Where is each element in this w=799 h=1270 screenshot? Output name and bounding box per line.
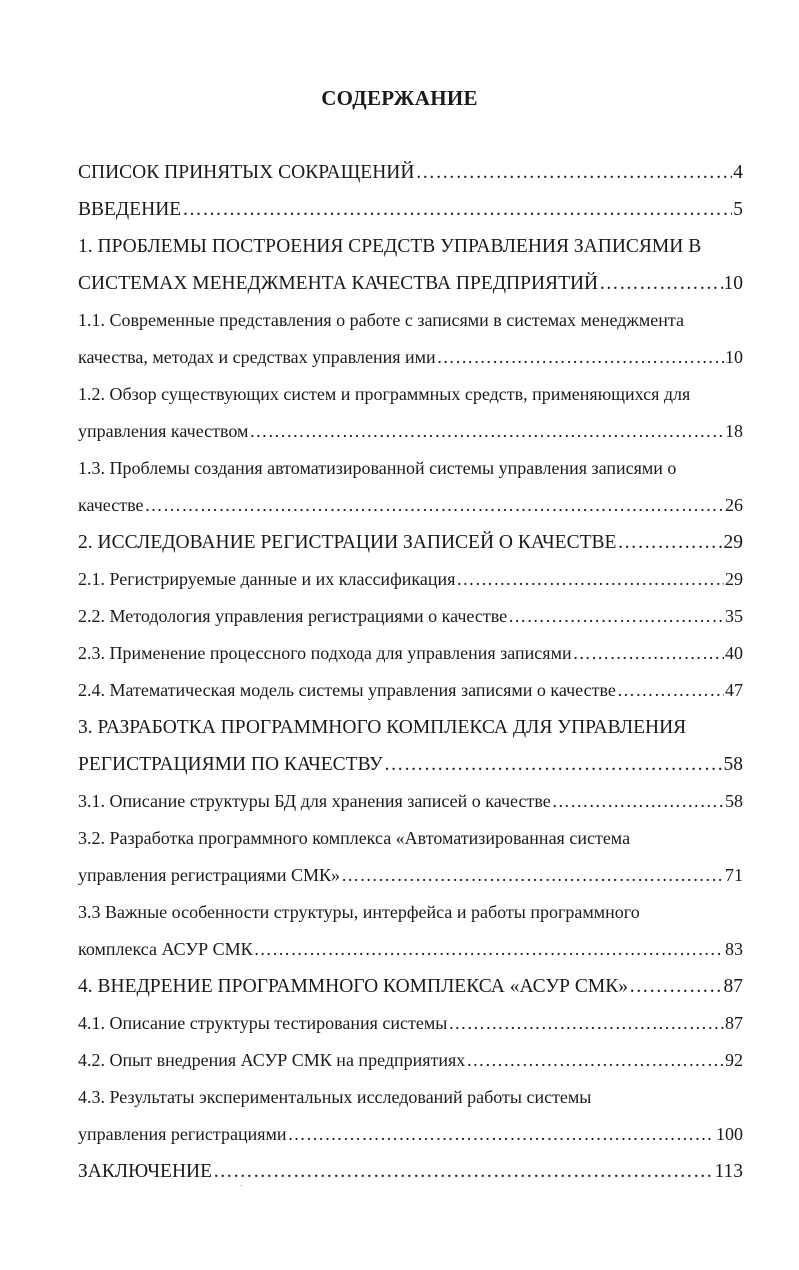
toc-entry-text: ВВЕДЕНИЕ [78, 199, 182, 220]
toc-entry [78, 894, 743, 931]
toc-leader-dots [144, 487, 724, 524]
toc-entry-text: 3.3 Важные особенности структуры, интерфейса и работы программного [78, 902, 640, 922]
toc-leader-dots [254, 931, 724, 968]
toc-page-number: 58 [725, 791, 743, 811]
toc-leader-dots [182, 191, 732, 228]
toc-leader-dots [599, 265, 722, 302]
toc-page-number: 87 [723, 976, 743, 997]
toc-entry-text: комплекса АСУР СМК [78, 939, 253, 959]
toc-entry-text: управления качеством [78, 421, 249, 441]
toc-page-number: 10 [723, 273, 743, 294]
toc-leader-dots [384, 746, 723, 783]
toc-entry [78, 413, 743, 450]
toc-entry-text: 3.2. Разработка программного комплекса «Автоматизированная система [78, 828, 631, 848]
toc-entry-text: 2.1. Регистрируемые данные и их классификация [78, 569, 456, 589]
toc-leader-dots [629, 968, 723, 1005]
toc-leader-dots [249, 413, 724, 450]
toc-page-number: 100 [716, 1124, 743, 1144]
toc-leader-dots [617, 672, 724, 709]
toc-page-number: 4 [733, 162, 743, 183]
toc-leader-dots [448, 1005, 724, 1042]
toc-entry-text: РЕГИСТРАЦИЯМИ ПО КАЧЕСТВУ [78, 754, 383, 775]
toc-entry-text: 1.3. Проблемы создания автоматизированной системы управления записями о [78, 458, 677, 478]
toc-entry [78, 635, 743, 672]
toc-entry-text: СПИСОК ПРИНЯТЫХ СОКРАЩЕНИЙ [78, 162, 415, 183]
toc-leader-dots [573, 635, 724, 672]
toc-leader-dots [437, 339, 724, 376]
toc-page-number: 29 [723, 532, 743, 553]
toc-leader-dots [341, 857, 724, 894]
toc-entry [78, 154, 743, 191]
toc-entry-text: 2.3. Применение процессного подхода для управления записями [78, 643, 572, 663]
toc-page-number: 18 [725, 421, 743, 441]
toc-entry [78, 265, 743, 302]
toc-leader-dots [466, 1042, 724, 1079]
toc-entry [78, 1116, 743, 1153]
toc-leader-dots [415, 154, 732, 191]
toc-entry-text: 2.4. Математическая модель системы управления записями о качестве [78, 680, 616, 700]
toc-entry-text: 1.1. Современные представления о работе с записями в системах менеджмента [78, 310, 684, 330]
toc-entry-text: качестве [78, 495, 144, 515]
toc-entry-text: управления регистрациями СМК» [78, 865, 341, 885]
toc-entry-text: 4. ВНЕДРЕНИЕ ПРОГРАММНОГО КОМПЛЕКСА «АСУР СМК» [78, 976, 628, 997]
scan-speck [240, 1185, 242, 1186]
toc-page-number: 47 [725, 680, 743, 700]
toc-entry-text: 3. РАЗРАБОТКА ПРОГРАММНОГО КОМПЛЕКСА ДЛЯ УПРАВЛЕНИЯ [78, 717, 687, 738]
toc-page-number: 5 [733, 199, 743, 220]
toc-entry [78, 339, 743, 376]
toc-page-number: 35 [725, 606, 743, 626]
toc-entry [78, 450, 743, 487]
toc-entry [78, 820, 743, 857]
toc-page-number: 26 [725, 495, 743, 515]
toc-entry [78, 524, 743, 561]
toc-entry-text: 3.1. Описание структуры БД для хранения записей о качестве [78, 791, 551, 811]
toc-leader-dots [552, 783, 724, 820]
toc-entry [78, 1153, 743, 1190]
toc-page-number: 113 [714, 1161, 743, 1182]
toc-entry [78, 302, 743, 339]
toc-entry-text: 2.2. Методология управления регистрациями о качестве [78, 606, 508, 626]
toc-entry [78, 376, 743, 413]
toc-page-number: 29 [725, 569, 743, 589]
toc-entry-text: 4.2. Опыт внедрения АСУР СМК на предприятиях [78, 1050, 466, 1070]
toc-entry [78, 561, 743, 598]
toc-entry-text: 4.3. Результаты экспериментальных исследований работы системы [78, 1087, 592, 1107]
toc-page-number: 71 [725, 865, 743, 885]
toc-entry [78, 598, 743, 635]
toc-entry-text: 1. ПРОБЛЕМЫ ПОСТРОЕНИЯ СРЕДСТВ УПРАВЛЕНИЯ ЗАПИСЯМИ В [78, 236, 702, 257]
toc-entry [78, 228, 743, 265]
toc-entry [78, 672, 743, 709]
toc-entry [78, 1079, 743, 1116]
toc-entry-text: управления регистрациями [78, 1124, 287, 1144]
toc-entry-text: ЗАКЛЮЧЕНИЕ [78, 1161, 213, 1182]
toc-entry-text: 4.1. Описание структуры тестирования системы [78, 1013, 448, 1033]
toc-entry [78, 709, 743, 746]
toc-entry [78, 191, 743, 228]
toc-entry [78, 931, 743, 968]
table-of-contents [78, 154, 743, 1190]
toc-leader-dots [213, 1153, 713, 1190]
toc-entry-text: СИСТЕМАХ МЕНЕДЖМЕНТА КАЧЕСТВА ПРЕДПРИЯТИЙ [78, 273, 599, 294]
toc-leader-dots [456, 561, 724, 598]
toc-entry [78, 487, 743, 524]
toc-page-number: 10 [725, 347, 743, 367]
toc-entry-text: качества, методах и средствах управления ими [78, 347, 436, 367]
toc-leader-dots [617, 524, 722, 561]
toc-page-number: 87 [725, 1013, 743, 1033]
toc-page-number: 58 [723, 754, 743, 775]
toc-leader-dots [508, 598, 724, 635]
toc-entry [78, 1005, 743, 1042]
toc-entry-text: 1.2. Обзор существующих систем и программных средств, применяющихся для [78, 384, 691, 404]
toc-entry [78, 968, 743, 1005]
toc-page-number: 92 [725, 1050, 743, 1070]
toc-entry [78, 783, 743, 820]
toc-page-number: 83 [725, 939, 743, 959]
toc-leader-dots [288, 1116, 715, 1153]
toc-entry [78, 857, 743, 894]
toc-page-number: 40 [725, 643, 743, 663]
toc-entry-text: 2. ИССЛЕДОВАНИЕ РЕГИСТРАЦИИ ЗАПИСЕЙ О КАЧЕСТВЕ [78, 532, 617, 553]
toc-entry [78, 746, 743, 783]
page-title: СОДЕРЖАНИЕ [321, 86, 478, 110]
toc-entry [78, 1042, 743, 1079]
